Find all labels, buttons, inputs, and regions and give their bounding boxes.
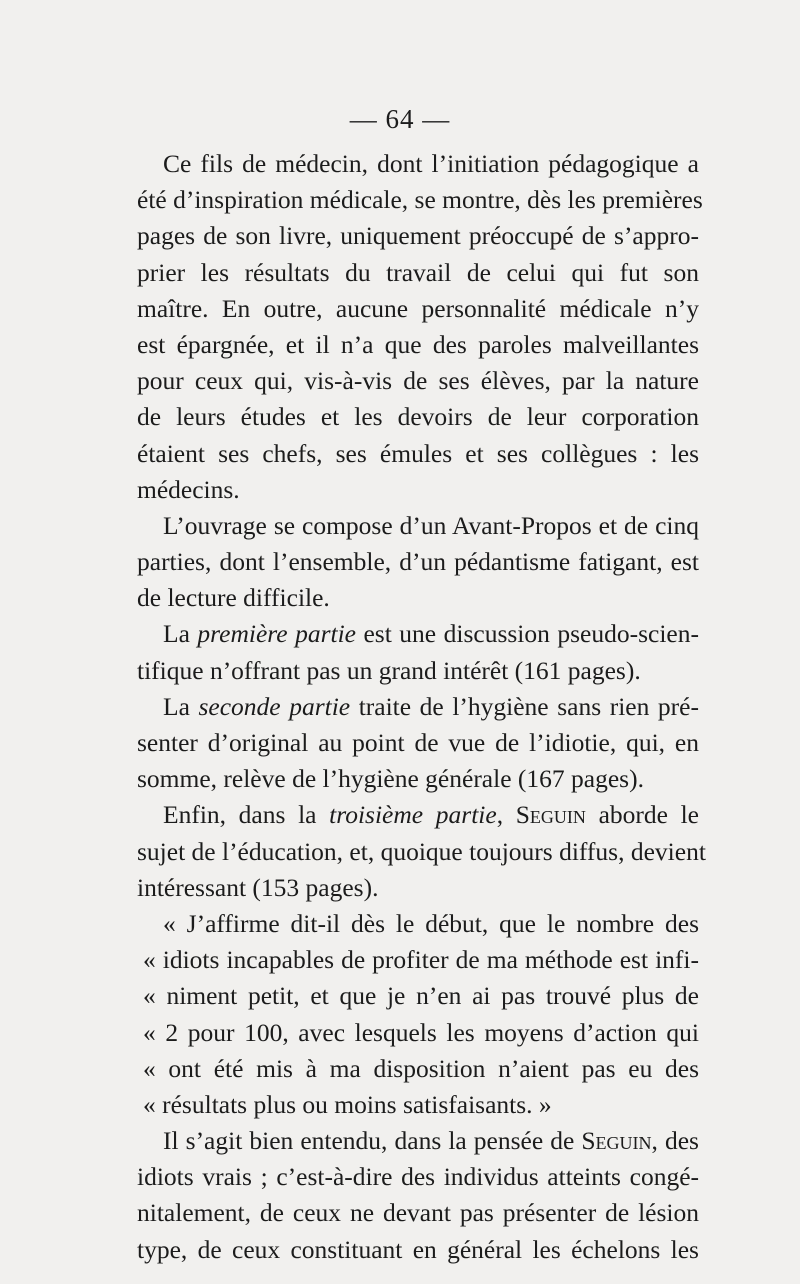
line-text: « niment petit, et que je n’en ai pas trouvé plus de bbox=[143, 981, 699, 1011]
italic-text: première partie bbox=[197, 619, 356, 649]
text-line bbox=[137, 689, 699, 725]
text-line bbox=[137, 182, 703, 218]
italic-text: troisième partie bbox=[329, 800, 497, 830]
author-name: Seguin bbox=[581, 1126, 652, 1156]
text-line bbox=[137, 218, 699, 254]
line-text: « J’affirme dit-il dès le début, que le nombre des bbox=[163, 908, 699, 938]
text-line bbox=[137, 508, 699, 544]
line-text: L’ouvrage se compose d’un Avant-Propos et de cinq bbox=[163, 510, 699, 540]
line-text: , bbox=[496, 800, 516, 830]
text-line bbox=[137, 1051, 699, 1087]
line-text: est épargnée, et il n’a que des paroles malveillantes bbox=[137, 329, 699, 359]
text-line bbox=[137, 146, 699, 182]
line-text: , des bbox=[651, 1126, 699, 1156]
text-line bbox=[137, 399, 699, 435]
line-text: de leurs études et les devoirs de leur corporation bbox=[137, 402, 699, 432]
text-line bbox=[137, 725, 699, 761]
line-text: maître. En outre, aucune personnalité médicale n’y bbox=[137, 293, 699, 323]
italic-text: seconde partie bbox=[198, 691, 351, 721]
text-line bbox=[137, 761, 699, 797]
body-text bbox=[137, 146, 706, 1268]
line-text: traite de l’hygiène sans rien pré- bbox=[350, 691, 699, 721]
line-text: Il s’agit bien entendu, dans la pensée de bbox=[163, 1126, 582, 1156]
author-name: Seguin bbox=[515, 800, 586, 830]
text-line bbox=[137, 616, 699, 652]
line-text: tifique n’offrant pas un grand intérêt (161 pages). bbox=[137, 655, 641, 685]
text-line bbox=[137, 580, 699, 616]
line-text: été d’inspiration médicale, se montre, dès les premières bbox=[137, 185, 703, 215]
text-line bbox=[137, 942, 699, 978]
line-text: « idiots incapables de profiter de ma méthode est infi- bbox=[143, 945, 699, 975]
line-text: parties, dont l’ensemble, d’un pédantisme fatigant, est bbox=[137, 547, 699, 577]
text-line bbox=[137, 834, 706, 870]
line-text: « résultats plus ou moins satisfaisants. » bbox=[143, 1089, 552, 1119]
text-line bbox=[137, 1087, 699, 1123]
text-line bbox=[137, 1159, 699, 1195]
line-text: sujet de l’éducation, et, quoique toujours diffus, devient bbox=[137, 836, 706, 866]
text-line bbox=[137, 1232, 699, 1268]
text-line bbox=[137, 870, 699, 906]
line-text: La bbox=[163, 691, 199, 721]
line-text: est une discussion pseudo-scien- bbox=[355, 619, 699, 649]
line-text: pour ceux qui, vis-à-vis de ses élèves, par la nature bbox=[137, 366, 699, 396]
line-text: La bbox=[163, 619, 198, 649]
line-text: « 2 pour 100, avec lesquels les moyens d’action qui bbox=[143, 1017, 699, 1047]
line-text: Enfin, dans la bbox=[163, 800, 330, 830]
line-text: prier les résultats du travail de celui qui fut son bbox=[137, 257, 699, 287]
text-line bbox=[137, 1015, 699, 1051]
text-line bbox=[137, 472, 699, 508]
line-text: « ont été mis à ma disposition n’aient pas eu des bbox=[143, 1053, 699, 1083]
line-text: aborde le bbox=[585, 800, 700, 830]
text-line bbox=[137, 906, 699, 942]
text-line bbox=[137, 544, 699, 580]
text-line bbox=[137, 436, 699, 472]
line-text: de lecture difficile. bbox=[137, 583, 330, 613]
text-line bbox=[137, 1123, 699, 1159]
line-text: type, de ceux constituant en général les échelons les bbox=[137, 1234, 699, 1264]
line-text: étaient ses chefs, ses émules et ses collègues : les bbox=[137, 438, 699, 468]
line-text: somme, relève de l’hygiène générale (167 pages). bbox=[137, 764, 644, 794]
line-text: médecins. bbox=[137, 474, 240, 504]
page-number: — 64 — bbox=[349, 104, 451, 134]
line-text: nitalement, de ceux ne devant pas présenter de lésion bbox=[137, 1198, 699, 1228]
line-text: pages de son livre, uniquement préoccupé de s’appro- bbox=[137, 221, 699, 251]
text-line bbox=[137, 653, 699, 689]
line-text: idiots vrais ; c’est-à-dire des individus atteints congé- bbox=[137, 1162, 699, 1192]
line-text: Ce fils de médecin, dont l’initiation pédagogique a bbox=[163, 149, 699, 178]
line-text: intéressant (153 pages). bbox=[137, 872, 379, 902]
text-line bbox=[137, 363, 699, 399]
text-line bbox=[137, 327, 699, 363]
text-line bbox=[137, 1195, 699, 1231]
text-line bbox=[137, 797, 699, 833]
text-line bbox=[137, 291, 699, 327]
text-line bbox=[137, 978, 699, 1014]
text-line bbox=[137, 255, 699, 291]
line-text: senter d’original au point de vue de l’idiotie, qui, en bbox=[137, 728, 699, 757]
